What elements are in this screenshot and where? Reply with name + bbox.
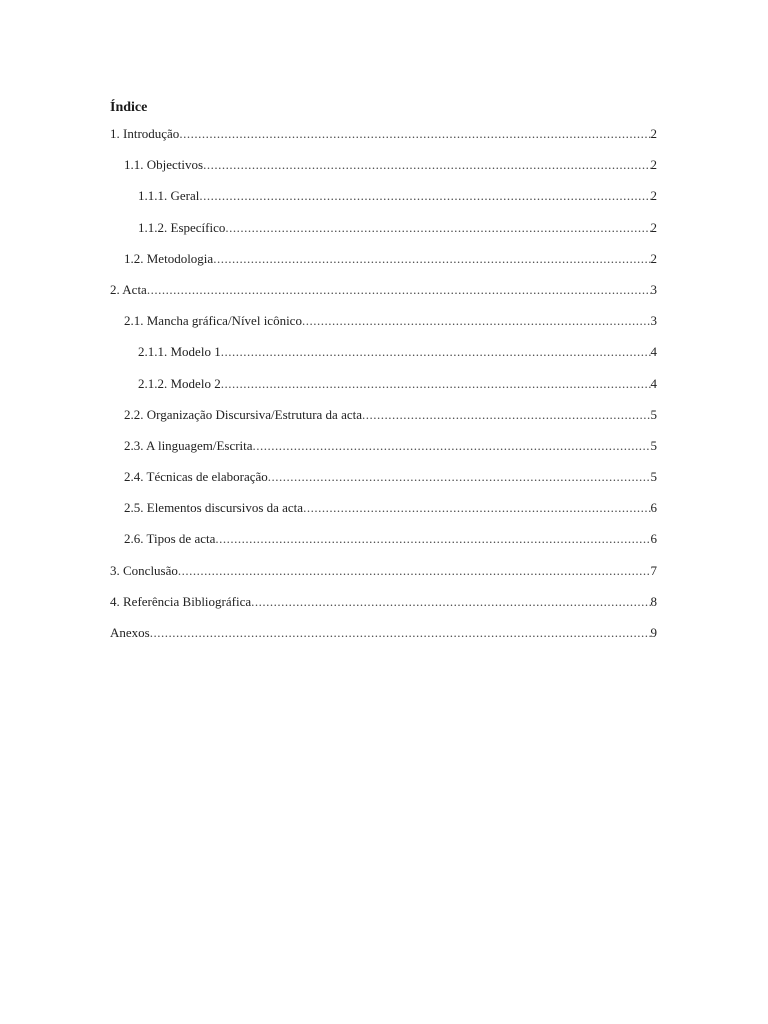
toc-entry[interactable] bbox=[110, 250, 657, 281]
toc-entry-title: 3. Conclusão bbox=[110, 562, 178, 578]
toc-page-number: 4 bbox=[650, 344, 657, 360]
toc-entry[interactable] bbox=[110, 624, 657, 655]
toc-entry-title: 1.1. Objectivos bbox=[124, 157, 204, 173]
toc-entry[interactable] bbox=[110, 468, 657, 499]
toc-entry[interactable] bbox=[110, 499, 657, 530]
toc-entry[interactable] bbox=[110, 375, 657, 406]
toc-page-number: 2 bbox=[650, 188, 657, 204]
toc-entry-title: 2.2. Organização Discursiva/Estrutura da acta bbox=[124, 406, 362, 422]
toc-entry-title: 4. Referência Bibliográfica bbox=[110, 593, 252, 609]
toc-entry-title: 2.5. Elementos discursivos da acta bbox=[124, 500, 304, 516]
toc-page-number: 2 bbox=[650, 219, 657, 235]
toc-entry[interactable] bbox=[110, 562, 657, 593]
dot-leader bbox=[253, 437, 651, 455]
toc-entry-title: 1. Introdução bbox=[110, 126, 180, 141]
toc-page-number: 2 bbox=[650, 157, 657, 173]
toc-entry[interactable] bbox=[110, 187, 657, 218]
dot-leader bbox=[213, 250, 650, 268]
toc-page-number: 9 bbox=[650, 625, 657, 640]
dot-leader bbox=[221, 375, 651, 393]
toc-entry[interactable] bbox=[110, 593, 657, 624]
toc-page-number: 4 bbox=[650, 375, 657, 391]
toc-entry-title: 2.6. Tipos de acta bbox=[124, 531, 216, 547]
toc-entry-title: 1.1.2. Específico bbox=[138, 219, 226, 235]
toc-entry[interactable] bbox=[110, 437, 657, 468]
toc-entry[interactable] bbox=[110, 312, 657, 343]
toc-page-number: 5 bbox=[650, 406, 657, 422]
dot-leader bbox=[362, 406, 651, 424]
dot-leader bbox=[221, 343, 651, 361]
toc-page-number: 8 bbox=[650, 593, 657, 609]
toc-entry-title: 2. Acta bbox=[110, 281, 147, 297]
toc-page-number: 3 bbox=[650, 313, 657, 329]
toc-entry-title: 2.1. Mancha gráfica/Nível icônico bbox=[124, 313, 302, 329]
toc-page-number: 3 bbox=[650, 281, 657, 297]
dot-leader bbox=[150, 624, 651, 642]
dot-leader bbox=[179, 125, 650, 143]
toc-entry[interactable] bbox=[110, 530, 657, 561]
toc-entry-title: 2.4. Técnicas de elaboração bbox=[124, 469, 268, 485]
toc-entry[interactable] bbox=[110, 343, 657, 374]
toc-page-number: 5 bbox=[650, 469, 657, 485]
table-of-contents bbox=[110, 125, 657, 655]
toc-entry[interactable] bbox=[110, 219, 657, 250]
toc-page-number: 2 bbox=[650, 126, 657, 141]
dot-leader bbox=[215, 530, 650, 548]
toc-entry[interactable] bbox=[110, 156, 657, 187]
toc-entry[interactable] bbox=[110, 125, 657, 156]
toc-entry[interactable] bbox=[110, 281, 657, 312]
dot-leader bbox=[251, 593, 650, 611]
toc-entry-title: 1.1.1. Geral bbox=[138, 188, 200, 204]
dot-leader bbox=[268, 468, 651, 486]
toc-entry-title: 2.3. A linguagem/Escrita bbox=[124, 437, 253, 453]
toc-entry-title: Anexos bbox=[110, 625, 150, 640]
dot-leader bbox=[303, 499, 650, 517]
dot-leader bbox=[203, 156, 650, 174]
toc-page-number: 7 bbox=[650, 562, 657, 578]
dot-leader bbox=[178, 562, 651, 580]
dot-leader bbox=[225, 219, 650, 237]
toc-entry-title: 2.1.1. Modelo 1 bbox=[138, 344, 221, 360]
toc-heading: Índice bbox=[110, 100, 148, 115]
toc-entry-title: 1.2. Metodologia bbox=[124, 250, 214, 266]
toc-page-number: 6 bbox=[650, 500, 657, 516]
toc-page-number: 6 bbox=[650, 531, 657, 547]
toc-page-number: 2 bbox=[650, 250, 657, 266]
dot-leader bbox=[302, 312, 651, 330]
toc-entry-title: 2.1.2. Modelo 2 bbox=[138, 375, 221, 391]
toc-page-number: 5 bbox=[650, 437, 657, 453]
toc-entry[interactable] bbox=[110, 406, 657, 437]
dot-leader bbox=[199, 187, 650, 205]
dot-leader bbox=[147, 281, 651, 299]
